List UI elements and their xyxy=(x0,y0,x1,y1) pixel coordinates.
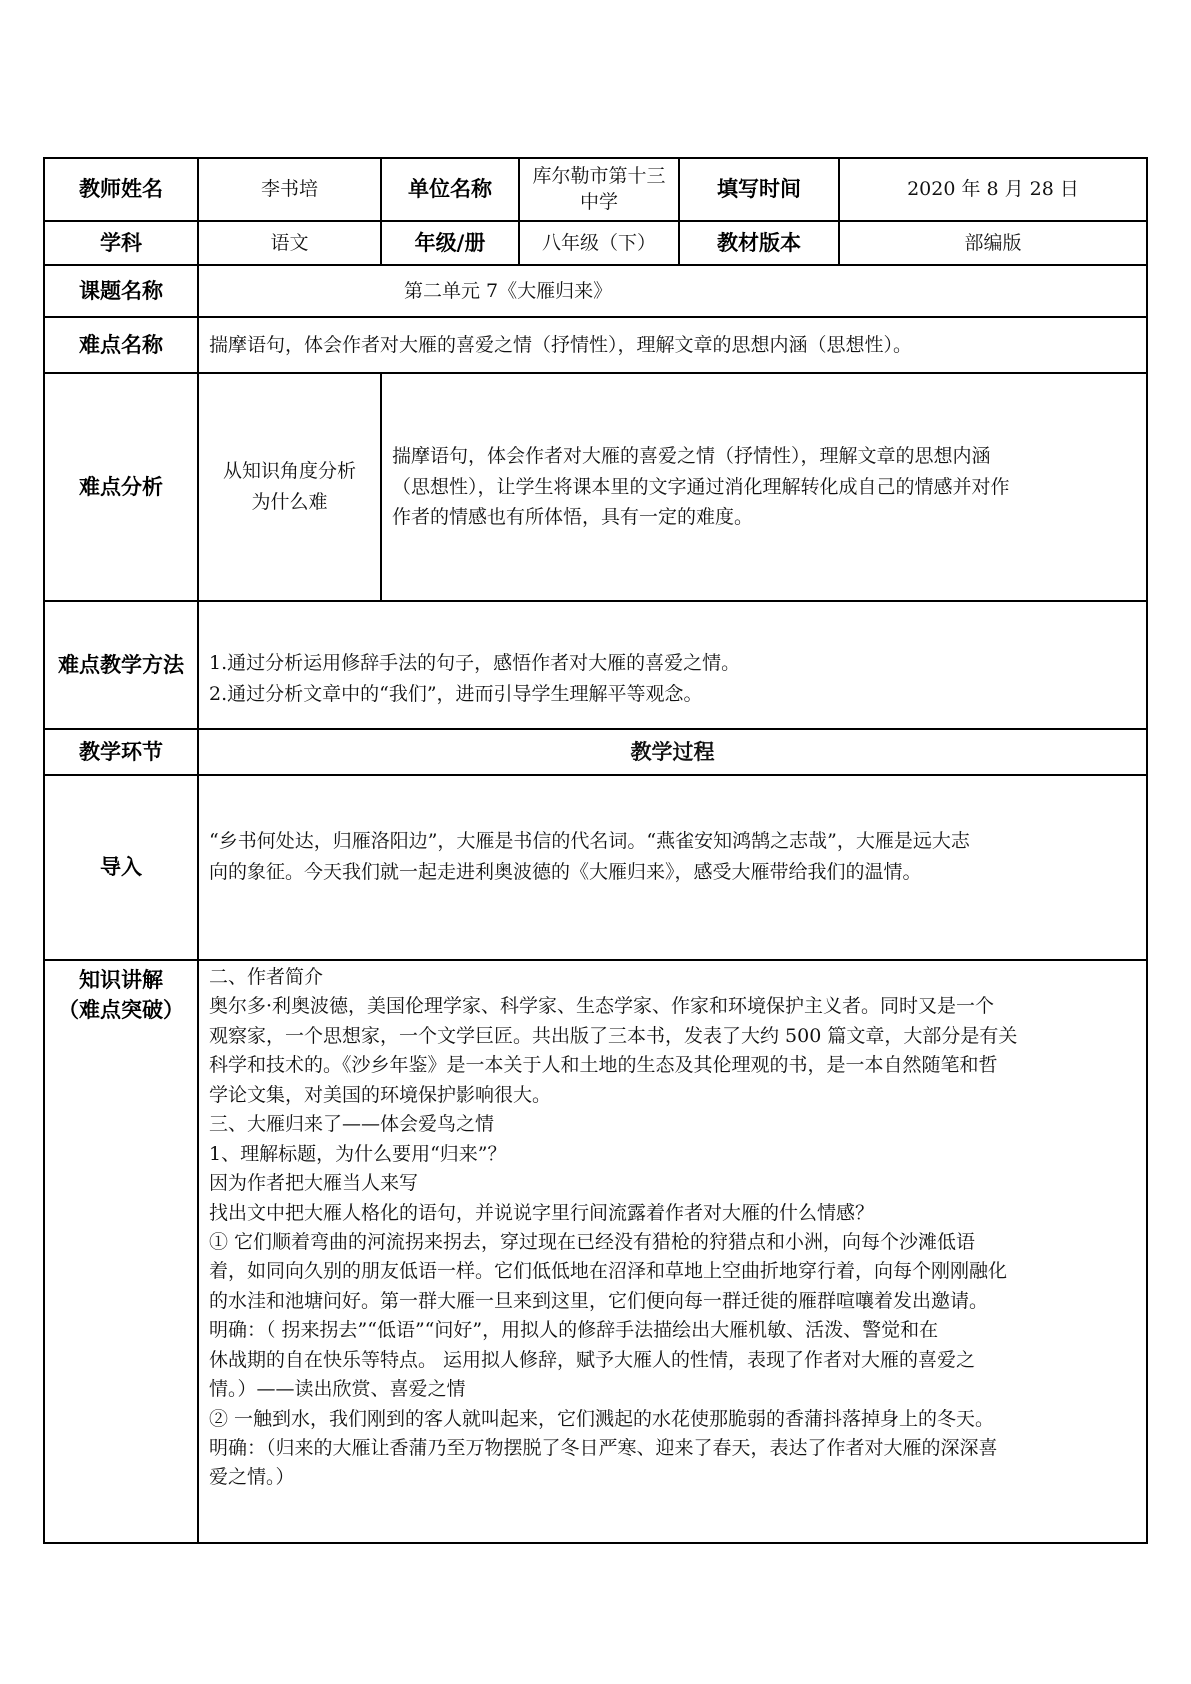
knowledge-line: 二、作者简介 xyxy=(209,966,324,988)
row-difficulty-name xyxy=(44,317,1147,373)
knowledge-line: 奥尔多·利奥波德，美国伦理学家、科学家、生态学家、作家和环境保护主义者。同时又是一个 xyxy=(209,995,995,1018)
knowledge-label-line2: （难点突破） xyxy=(58,998,184,1023)
knowledge-line: ② 一触到水，我们刚到的客人就叫起来，它们溅起的水花使那脆弱的香蒲抖落掉身上的冬天。 xyxy=(209,1407,995,1430)
textbook-label: 教材版本 xyxy=(679,221,839,265)
method-item: 1.通过分析运用修辞手法的句子，感悟作者对大雁的喜爱之情。 xyxy=(209,652,741,674)
knowledge-label-line1: 知识讲解 xyxy=(79,968,163,992)
lesson-title-label: 课题名称 xyxy=(44,265,198,317)
row-subject-info xyxy=(44,221,1147,265)
lesson-title-cell xyxy=(198,265,1147,317)
knowledge-line: 着，如同向久别的朋友低语一样。它们低低地在沼泽和草地上空曲折地穿行着，向每个刚刚融化 xyxy=(209,1260,1008,1283)
teacher-label: 教师姓名 xyxy=(44,158,198,221)
teaching-process-header: 教学过程 xyxy=(198,729,1147,775)
knowledge-line: 1、理解标题，为什么要用“归来”？ xyxy=(209,1142,507,1165)
knowledge-line: 休战期的自在快乐等特点。 运用拟人修辞，赋予大雁人的性情，表现了作者对大雁的喜爱之 xyxy=(209,1348,976,1371)
knowledge-line: 爱之情。） xyxy=(209,1466,295,1489)
row-teaching-method xyxy=(44,601,1147,729)
lesson-title-value: 第二单元 7《大雁归来》 xyxy=(404,279,613,302)
intro-line: “乡书何处达，归雁洛阳边”，大雁是书信的代名词。“燕雀安知鸿鹄之志哉”，大雁是远大志 xyxy=(209,830,970,852)
fill-time-value: 2020 年 8 月 28 日 xyxy=(839,158,1147,221)
grade-label: 年级/册 xyxy=(381,221,519,265)
row-difficulty-analysis xyxy=(44,373,1147,601)
analysis-text xyxy=(381,373,1147,601)
knowledge-line: ① 它们顺着弯曲的河流拐来拐去，穿过现在已经没有猎枪的狩猎点和小洲，向每个沙滩低语 xyxy=(209,1230,976,1253)
analysis-subheading-line1: 从知识角度分析 xyxy=(222,460,356,483)
knowledge-line: 情。）——读出欣赏、喜爱之情 xyxy=(209,1378,466,1401)
subject-label: 学科 xyxy=(44,221,198,265)
knowledge-line: 的水洼和池塘问好。第一群大雁一旦来到这里，它们便向每一群迁徙的雁群喧嚷着发出邀请。 xyxy=(209,1289,989,1312)
subject-value: 语文 xyxy=(198,221,381,265)
intro-label: 导入 xyxy=(44,775,198,960)
lesson-plan-table xyxy=(43,157,1148,1544)
unit-value-line2: 中学 xyxy=(579,190,618,213)
row-knowledge xyxy=(44,960,1147,1543)
method-item: 2.通过分析文章中的“我们”，进而引导学生理解平等观念。 xyxy=(209,682,703,705)
row-process-header xyxy=(44,729,1147,775)
difficulty-name-label: 难点名称 xyxy=(44,317,198,373)
knowledge-line: 三、大雁归来了——体会爱鸟之情 xyxy=(209,1113,495,1136)
knowledge-line: 观察家，一个思想家，一个文学巨匠。共出版了三本书，发表了大约 500 篇文章，大部分是有关 xyxy=(209,1024,1018,1047)
knowledge-label xyxy=(44,960,198,1543)
analysis-subheading-line2: 为什么难 xyxy=(251,491,328,513)
teaching-stage-label: 教学环节 xyxy=(44,729,198,775)
teaching-method-label: 难点教学方法 xyxy=(44,601,198,729)
knowledge-line: 明确：（ 拐来拐去”“低语”“问好”，用拟人的修辞手法描绘出大雁机敏、活泼、警觉和在 xyxy=(209,1319,939,1342)
knowledge-line: 科学和技术的。《沙乡年鉴》是一本关于人和土地的生态及其伦理观的书，是一本自然随笔和哲 xyxy=(209,1054,998,1077)
analysis-subheading xyxy=(198,373,381,601)
unit-value-line1: 库尔勒市第十三 xyxy=(532,164,666,187)
unit-label: 单位名称 xyxy=(381,158,519,221)
analysis-line: （思想性），让学生将课本里的文字通过消化理解转化成自己的情感并对作 xyxy=(392,475,1010,498)
difficulty-analysis-label: 难点分析 xyxy=(44,373,198,601)
knowledge-line: 找出文中把大雁人格化的语句，并说说字里行间流露着作者对大雁的什么情感？ xyxy=(209,1201,875,1224)
intro-text xyxy=(198,775,1147,960)
teaching-method-text xyxy=(198,601,1147,729)
row-lesson-title xyxy=(44,265,1147,317)
analysis-line: 作者的情感也有所体悟，具有一定的难度。 xyxy=(392,506,754,529)
knowledge-text xyxy=(198,960,1147,1543)
unit-value xyxy=(519,158,679,221)
teacher-value: 李书培 xyxy=(198,158,381,221)
row-teacher-info xyxy=(44,158,1147,221)
knowledge-line: 学论文集，对美国的环境保护影响很大。 xyxy=(209,1083,552,1106)
intro-line: 向的象征。今天我们就一起走进利奥波德的《大雁归来》，感受大雁带给我们的温情。 xyxy=(209,860,922,883)
knowledge-line: 因为作者把大雁当人来写 xyxy=(209,1172,419,1195)
row-intro xyxy=(44,775,1147,960)
textbook-value: 部编版 xyxy=(839,221,1147,265)
grade-value: 八年级（下） xyxy=(519,221,679,265)
fill-time-label: 填写时间 xyxy=(679,158,839,221)
difficulty-name-value: 揣摩语句，体会作者对大雁的喜爱之情（抒情性），理解文章的思想内涵（思想性）。 xyxy=(198,317,1147,373)
knowledge-line: 明确：（归来的大雁让香蒲乃至万物摆脱了冬日严寒、迎来了春天，表达了作者对大雁的深深喜 xyxy=(209,1437,998,1459)
analysis-line: 揣摩语句，体会作者对大雁的喜爱之情（抒情性），理解文章的思想内涵 xyxy=(392,444,991,467)
